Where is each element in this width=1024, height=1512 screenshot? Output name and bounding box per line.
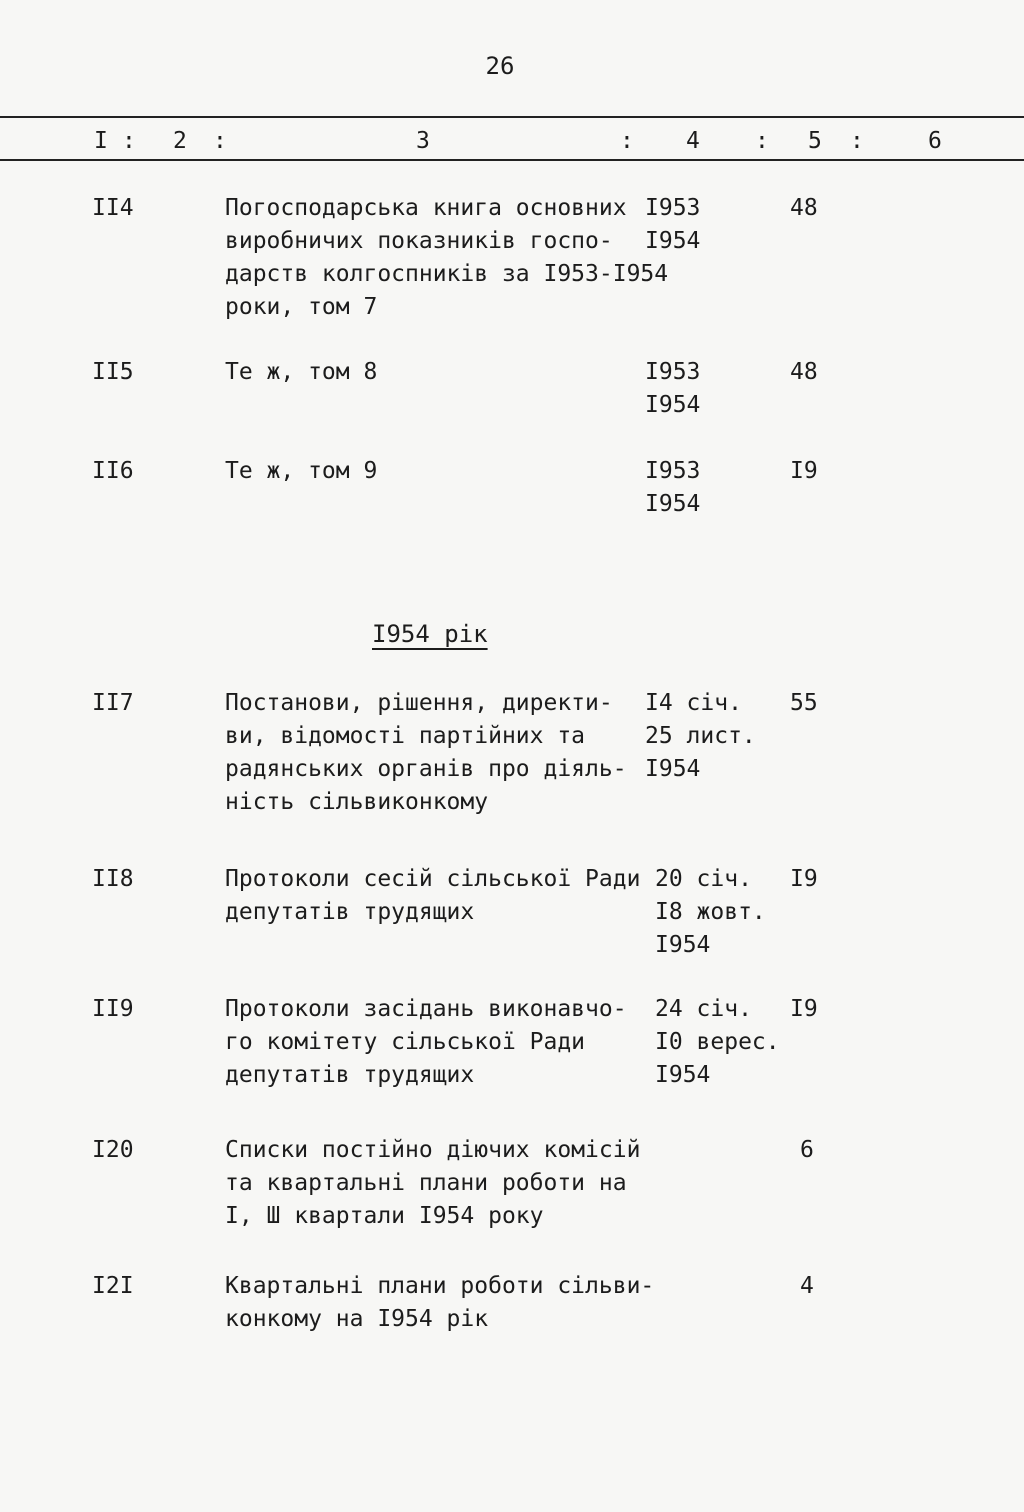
entry-title [225,1134,645,1233]
entry-number: I20 [92,1137,134,1163]
header-rule-top [0,116,1024,118]
entry-title-line: роки, том 7 [225,294,378,320]
entry-date-line: I953 [645,458,701,484]
entry-title-line: виробничих показників госпо- [225,228,613,254]
entry-dates [645,455,785,521]
entry-date-line: I4 січ. [645,690,742,716]
entry-title-line: дарств колгоспників за I953-I954 [225,261,669,287]
entry-title-line: Протоколи сесій сільської Ради [225,866,641,892]
entry-title-line: конкому на I954 рік [225,1306,489,1332]
entry-sheets: I9 [790,996,818,1022]
entry-title-line: депутатів трудящих [225,1062,475,1088]
entry-title [225,1270,655,1336]
header-separator: : [620,128,634,154]
entry-title-line: го комітету сільської Ради [225,1029,586,1055]
entry-title-line: ви, відомості партійних та [225,723,586,749]
entry-number: II6 [92,458,134,484]
entry-date-line: I0 верес. [655,1029,780,1055]
page-number: 26 [485,52,515,80]
entry-sheets: 6 [800,1137,814,1163]
entry-date-line: I954 [645,491,701,517]
entry-sheets: 4 [800,1273,814,1299]
entry-date-line: 24 січ. [655,996,752,1022]
entry-number: I2I [92,1273,134,1299]
entry-dates [645,356,785,422]
entry-date-line: I954 [655,932,711,958]
entry-title-line: I, Ш квартали I954 року [225,1203,544,1229]
header-rule-bottom [0,159,1024,161]
entry-number: II8 [92,866,134,892]
entry-date-line: I953 [645,195,701,221]
entry-dates [645,192,785,258]
entry-number: II5 [92,359,134,385]
entry-number: II4 [92,195,134,221]
header-separator: : [122,128,136,154]
entry-title [225,192,669,324]
entry-date-line: I954 [645,392,701,418]
entry-date-line: I954 [645,756,701,782]
entry-date-line: I8 жовт. [655,899,766,925]
entry-title-line: радянських органів про діяль- [225,756,627,782]
entry-dates [645,687,785,786]
entry-title [225,993,645,1092]
entry-date-line: 25 лист. [645,723,756,749]
entry-title-line: Те ж, том 9 [225,458,378,484]
entry-title-line: Списки постійно діючих комісій [225,1137,641,1163]
entry-title-line: ність сільвиконкому [225,789,489,815]
entry-number: II7 [92,690,134,716]
entry-dates [655,863,795,962]
header-col-4: 4 [686,128,700,154]
entry-sheets: I9 [790,458,818,484]
entry-title [225,455,645,488]
year-heading: I954 рік [372,620,488,648]
header-separator: : [213,128,227,154]
entry-date-line: I953 [645,359,701,385]
entry-dates [655,993,795,1092]
entry-title [225,356,645,389]
entry-title [225,687,645,819]
header-separator: : [850,128,864,154]
header-col-1: I [94,128,108,154]
entry-title-line: Постанови, рішення, директи- [225,690,613,716]
entry-title-line: та квартальні плани роботи на [225,1170,627,1196]
entry-sheets: I9 [790,866,818,892]
entry-date-line: I954 [645,228,701,254]
entry-sheets: 48 [790,359,818,385]
entry-sheets: 48 [790,195,818,221]
header-col-6: 6 [928,128,942,154]
entry-date-line: I954 [655,1062,711,1088]
entry-title-line: Те ж, том 8 [225,359,378,385]
entry-date-line: 20 січ. [655,866,752,892]
header-separator: : [755,128,769,154]
entry-sheets: 55 [790,690,818,716]
entry-title-line: Квартальні плани роботи сільви- [225,1273,655,1299]
entry-number: II9 [92,996,134,1022]
entry-title-line: депутатів трудящих [225,899,475,925]
entry-title-line: Погосподарська книга основних [225,195,627,221]
header-col-2: 2 [173,128,187,154]
header-col-5: 5 [808,128,822,154]
entry-title-line: Протоколи засідань виконавчо- [225,996,627,1022]
entry-title [225,863,645,929]
header-col-3: 3 [416,128,430,154]
